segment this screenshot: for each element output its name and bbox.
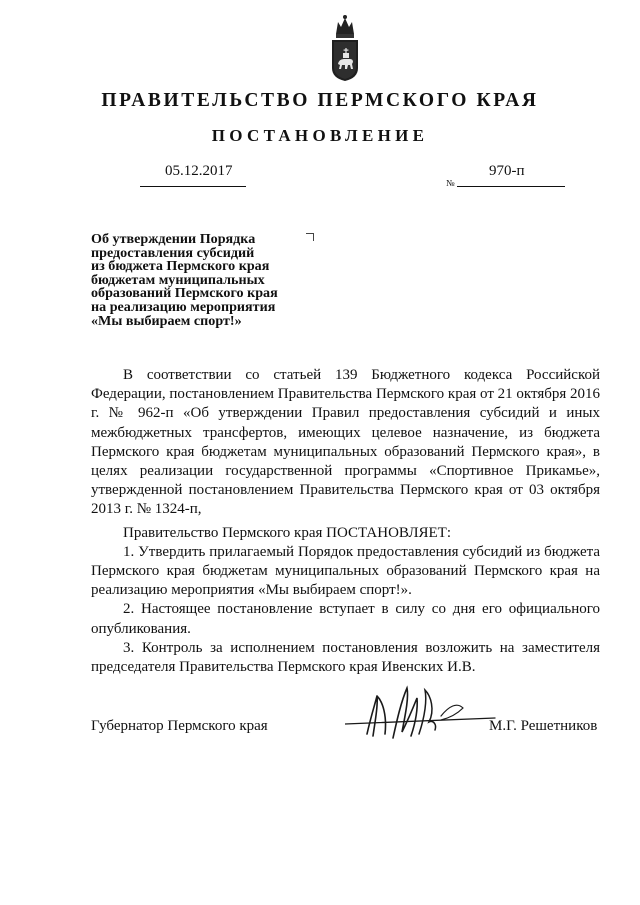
subject-line: образований Пермского края bbox=[91, 285, 278, 302]
subject-corner-mark bbox=[306, 233, 314, 241]
signatory-title: Губернатор Пермского края bbox=[91, 718, 268, 734]
coat-of-arms-icon bbox=[329, 12, 361, 82]
government-title: ПРАВИТЕЛЬСТВО ПЕРМСКОГО КРАЯ bbox=[101, 90, 539, 111]
document-body bbox=[91, 366, 600, 677]
preamble-paragraph: В соответствии со статьей 139 Бюджетного кодекса Российской Федерации, постановлением Правительства Пермского края от 21 октября 2016 г. № 962-п «Об утверждении Правил предоставления субсидий и иных межбюджетных трансфертов, имеющих целевое назначение, из бюджета Пермского края бюджетам муниципальных образований Пермского края», в целях реализации государственной программы «Спортивное Прикамье», утвержденной постановлением Правительства Пермского края от 03 октября 2013 г. № 1324-п, bbox=[91, 367, 600, 518]
subject-line: на реализацию мероприятия bbox=[91, 298, 276, 315]
item-3-paragraph: 3. Контроль за исполнением постановления возложить на заместителя председателя Правительства Пермского края Ивенских И.В. bbox=[91, 639, 600, 676]
subject-line: предоставления субсидий bbox=[91, 244, 255, 261]
document-type: ПОСТАНОВЛЕНИЕ bbox=[211, 126, 429, 145]
date-underline bbox=[140, 186, 246, 187]
resolution-paragraph: Правительство Пермского края ПОСТАНОВЛЯЕТ: bbox=[123, 524, 452, 541]
subject-line: бюджетам муниципальных bbox=[91, 271, 265, 288]
handwritten-signature bbox=[345, 676, 505, 746]
item-1-paragraph: 1. Утвердить прилагаемый Порядок предоставления субсидий из бюджета Пермского края бюджетам муниципальных образований Пермского края на реализацию мероприятия «Мы выбираем спорт!». bbox=[91, 543, 600, 599]
subject-line: «Мы выбираем спорт!» bbox=[91, 312, 242, 329]
subject-line: из бюджета Пермского края bbox=[91, 258, 270, 275]
item-2-paragraph: 2. Настоящее постановление вступает в силу со дня его официального опубликования. bbox=[91, 601, 600, 637]
number-label: № bbox=[446, 178, 455, 188]
document-date: 05.12.2017 bbox=[165, 163, 233, 179]
document-number: 970-п bbox=[489, 163, 525, 179]
subject-line: Об утверждении Порядка bbox=[91, 231, 256, 247]
signatory-name: М.Г. Решетников bbox=[489, 718, 598, 734]
document-subject bbox=[91, 233, 331, 328]
number-underline bbox=[457, 186, 565, 187]
